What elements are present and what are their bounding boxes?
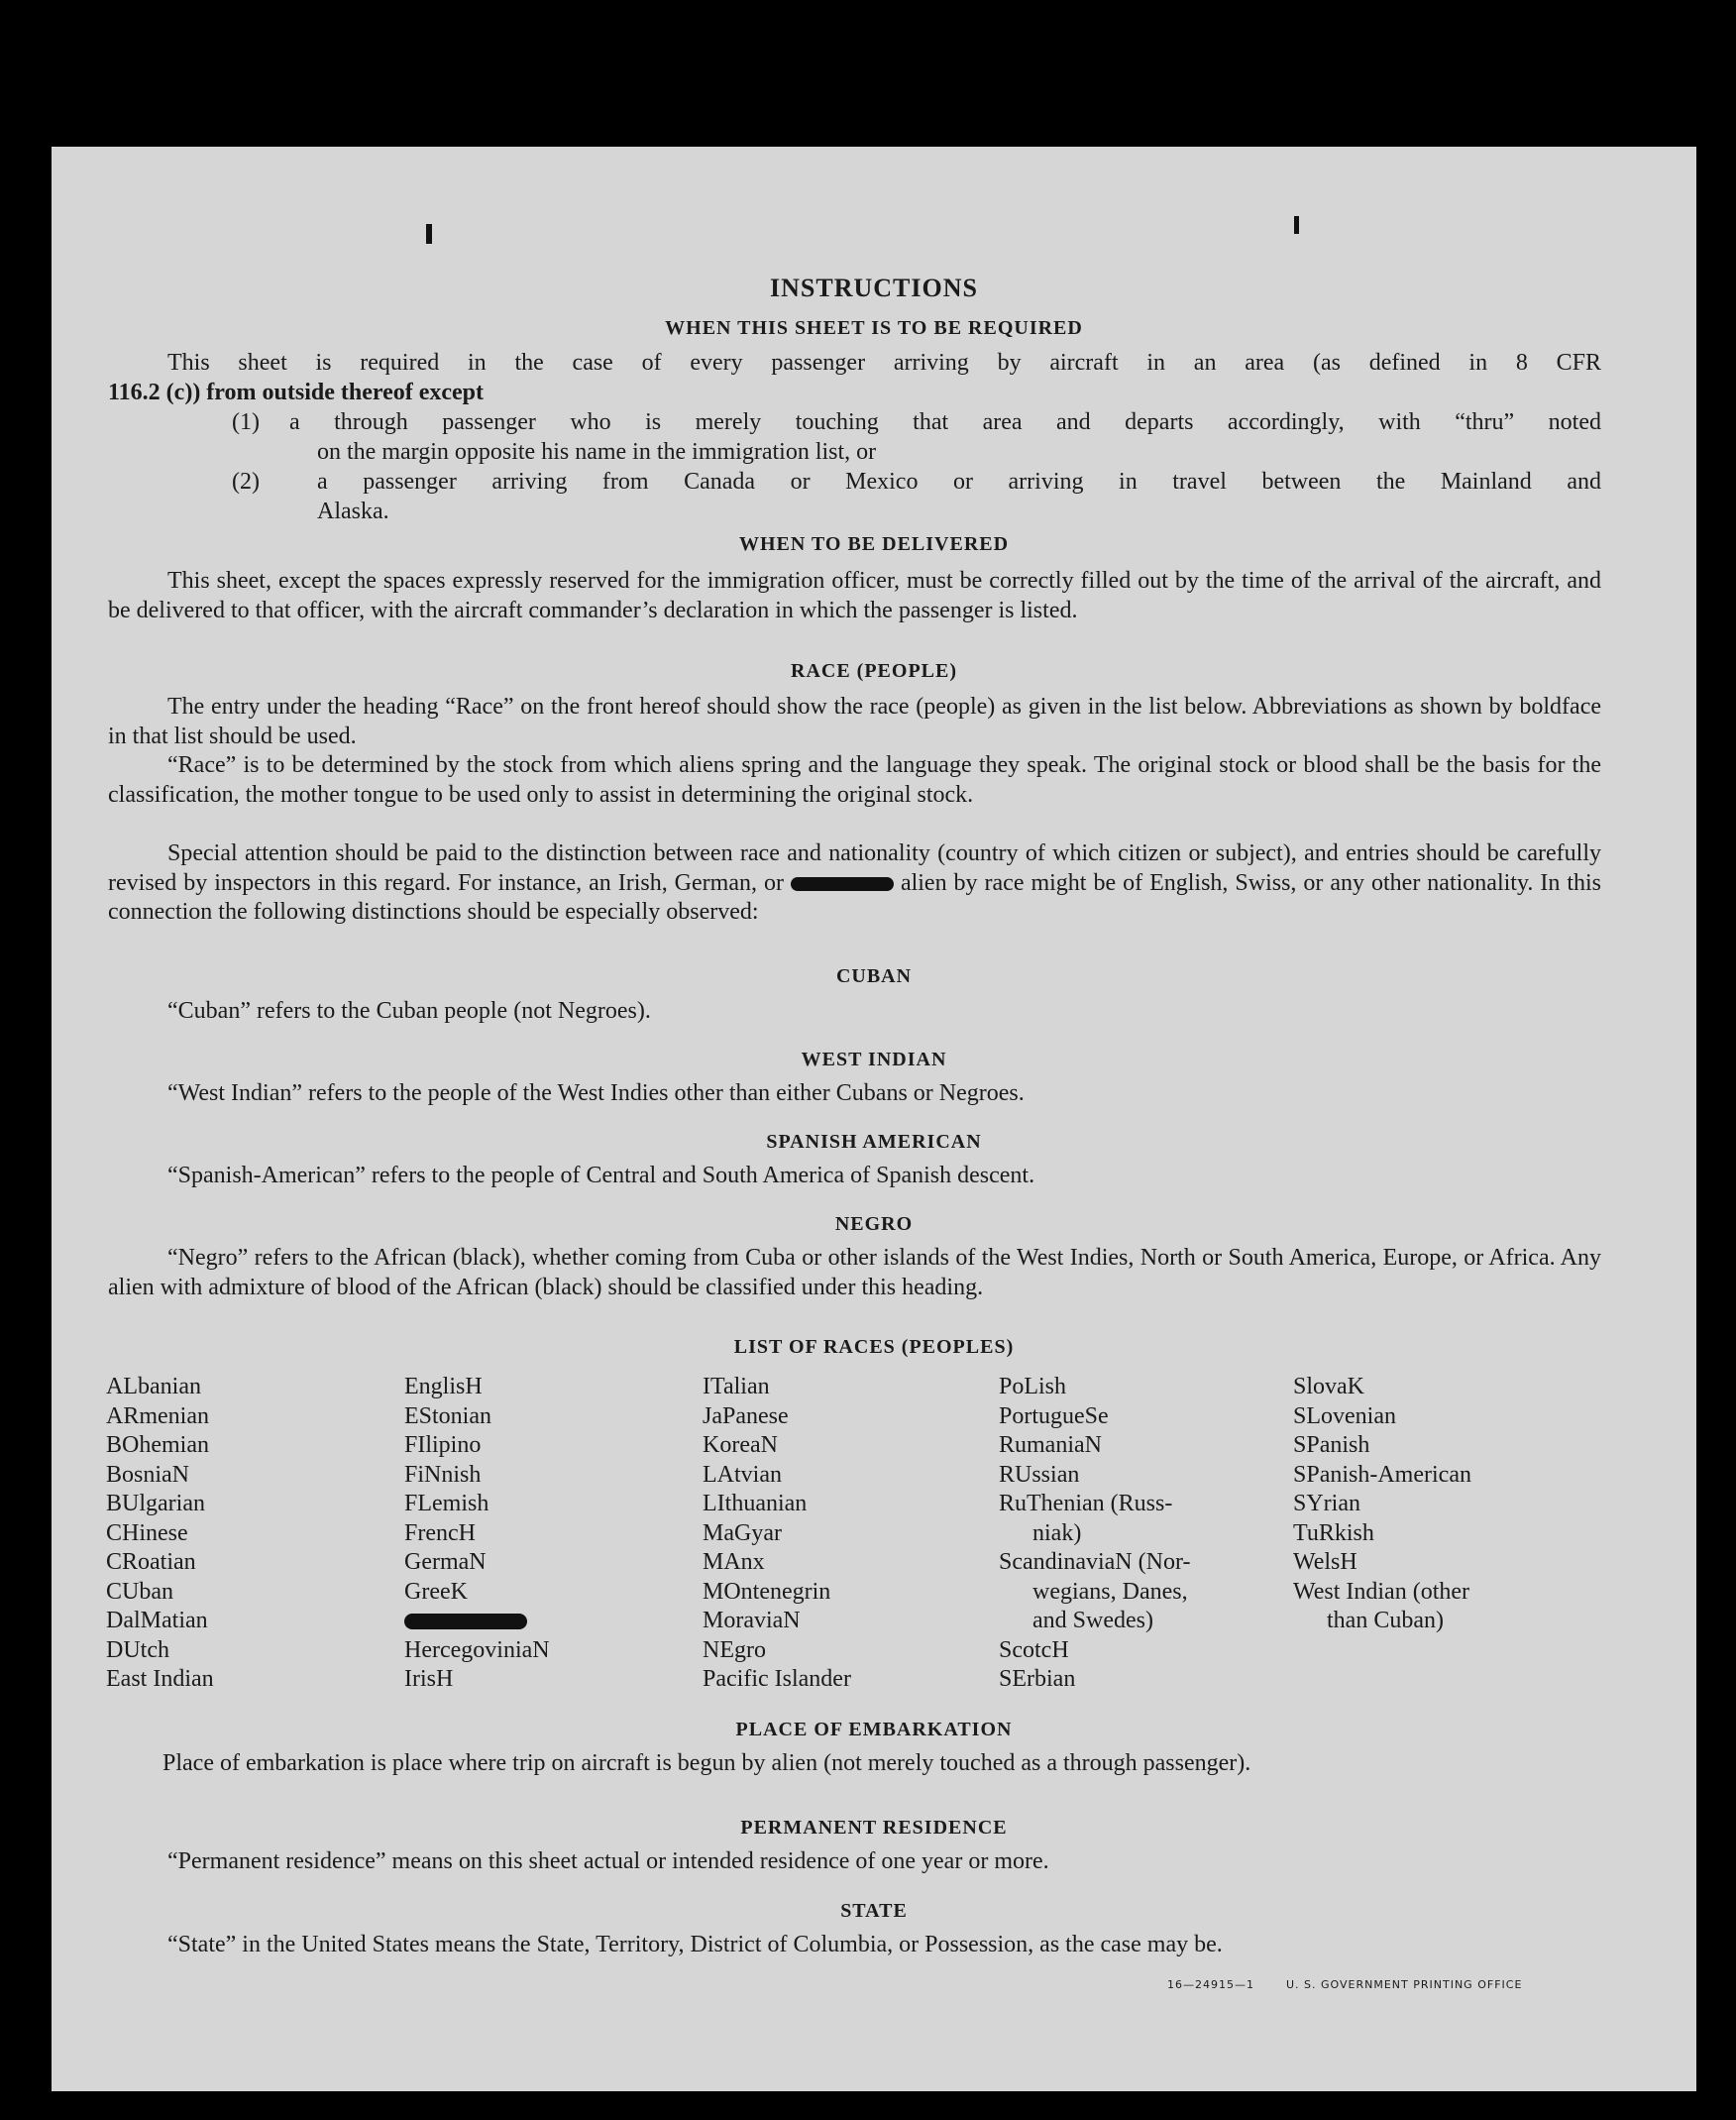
race-item: MoraviaN bbox=[703, 1608, 801, 1633]
state-text: “State” in the United States means the State, Territory, District of Columbia, or Possession, as the case may be. bbox=[167, 1932, 1223, 1957]
race-item: BUlgarian bbox=[106, 1491, 205, 1516]
heading-list-of-races: LIST OF RACES (PEOPLES) bbox=[733, 1336, 1015, 1358]
ink-speck bbox=[426, 224, 432, 244]
redacted-race-item bbox=[404, 1607, 550, 1636]
race-item: MaGyar bbox=[703, 1519, 782, 1546]
item-1-line-1: a through passenger who is merely touching that area and departs accordingly, with “thru” noted bbox=[289, 409, 1601, 435]
race-item: ScandinaviaN (Nor- bbox=[999, 1549, 1191, 1575]
race-item: BOhemian bbox=[106, 1432, 209, 1458]
race-item: SPanish bbox=[1293, 1432, 1370, 1458]
race-item: ARmenian bbox=[106, 1402, 209, 1429]
heading-spanish-american: SPANISH AMERICAN bbox=[766, 1131, 982, 1153]
race-item: MAnx bbox=[703, 1549, 765, 1575]
item-1-number: (1) bbox=[232, 409, 260, 435]
printer-credit: U. S. GOVERNMENT PRINTING OFFICE bbox=[1286, 1978, 1523, 1991]
race-item: DUtch bbox=[106, 1636, 169, 1663]
race-item: EnglisH bbox=[404, 1374, 483, 1399]
race-paragraph-3-text: Special attention should be paid to the distinction between race and nationality (country of which citizen or subject), and entries should be carefully revised by inspectors in this regard. For instance, an Irish, German, or bbox=[108, 840, 1601, 896]
race-item: JaPanese bbox=[703, 1402, 789, 1429]
race-paragraph-3 bbox=[108, 839, 1601, 928]
race-item: CHinese bbox=[106, 1519, 188, 1546]
item-2-line-1: a passenger arriving from Canada or Mexico or arriving in travel between the Mainland and bbox=[317, 469, 1601, 495]
west-indian-text: “West Indian” refers to the people of the West Indies other than either Cubans or Negroes. bbox=[167, 1080, 1025, 1106]
heading-negro: NEGRO bbox=[834, 1213, 914, 1235]
race-item: West Indian (other bbox=[1293, 1578, 1470, 1605]
race-item: ScotcH bbox=[999, 1636, 1069, 1663]
instruction-sheet bbox=[52, 147, 1696, 2091]
heading-permanent-residence: PERMANENT RESIDENCE bbox=[740, 1817, 1008, 1839]
race-item-continued: wegians, Danes, bbox=[1032, 1578, 1188, 1605]
race-item: ITalian bbox=[703, 1374, 770, 1399]
race-item: NEgro bbox=[703, 1636, 766, 1663]
heading-west-indian: WEST INDIAN bbox=[801, 1049, 947, 1070]
required-line-1: This sheet is required in the case of every passenger arriving by aircraft in an area (as defined in 8 CFR bbox=[167, 350, 1601, 376]
race-item: WelsH bbox=[1293, 1549, 1357, 1575]
heading-required: WHEN THIS SHEET IS TO BE REQUIRED bbox=[665, 317, 1083, 339]
race-list-column-4 bbox=[999, 1373, 1190, 1695]
race-item: East Indian bbox=[106, 1666, 214, 1692]
race-list-column-2 bbox=[404, 1373, 550, 1695]
heading-race: RACE (PEOPLE) bbox=[791, 660, 957, 682]
heading-state: STATE bbox=[840, 1900, 908, 1922]
race-item: GreeK bbox=[404, 1578, 468, 1605]
item-2-number: (2) bbox=[232, 469, 260, 495]
item-1-line-2: on the margin opposite his name in the immigration list, or bbox=[317, 439, 877, 465]
race-item: SlovaK bbox=[1293, 1374, 1364, 1399]
race-item: CUban bbox=[106, 1578, 173, 1605]
race-item: Pacific Islander bbox=[703, 1666, 851, 1692]
race-item: PortugueSe bbox=[999, 1402, 1109, 1429]
race-paragraph-2: “Race” is to be determined by the stock from which aliens spring and the language they speak. The original stock or blood shall be the basis for the classification, the mother tongue to be used only to assist in determining the original stock. bbox=[108, 752, 1601, 808]
permanent-residence-text: “Permanent residence” means on this sheet actual or intended residence of one year or more. bbox=[167, 1848, 1049, 1874]
race-item: DalMatian bbox=[106, 1608, 208, 1633]
race-item: HercegoviniaN bbox=[404, 1636, 550, 1663]
form-number: 16—24915—1 bbox=[1167, 1978, 1254, 1991]
race-item: FiNnish bbox=[404, 1461, 482, 1488]
page-title: INSTRUCTIONS bbox=[770, 274, 978, 302]
race-item: MOntenegrin bbox=[703, 1578, 831, 1605]
delivered-text: This sheet, except the spaces expressly reserved for the immigration officer, must be correctly filled out by the time of the arrival of the aircraft, and be delivered to that officer, with the aircraft commander’s declaration in which the passenger is listed. bbox=[108, 568, 1601, 623]
heading-delivered: WHEN TO BE DELIVERED bbox=[738, 533, 1010, 555]
race-item: LIthuanian bbox=[703, 1491, 808, 1516]
race-paragraph-3-tail: alien by race might be of English, Swiss, or any other nationality. In this connection the following distinctions should be especially observed: bbox=[108, 869, 1602, 925]
ink-speck bbox=[1294, 216, 1299, 234]
required-line-2: 116.2 (c)) from outside thereof except bbox=[108, 380, 485, 405]
race-item-continued: than Cuban) bbox=[1327, 1608, 1444, 1633]
race-paragraph-1: The entry under the heading “Race” on the front hereof should show the race (people) as given in the list below. Abbreviations as shown by boldface in that list should be used. bbox=[108, 694, 1601, 749]
race-item: RUssian bbox=[999, 1461, 1080, 1488]
heading-cuban: CUBAN bbox=[835, 965, 913, 987]
embarkation-text: Place of embarkation is place where trip on aircraft is begun by alien (not merely touched as a through passenger). bbox=[163, 1750, 1251, 1776]
race-list-column-1 bbox=[106, 1373, 214, 1695]
race-item: FIlipino bbox=[404, 1432, 482, 1458]
race-item: SLovenian bbox=[1293, 1402, 1396, 1429]
race-item: GermaN bbox=[404, 1549, 487, 1575]
race-item-continued: and Swedes) bbox=[1032, 1608, 1153, 1633]
race-item: SPanish-American bbox=[1293, 1461, 1471, 1488]
redaction-mark bbox=[404, 1614, 527, 1629]
negro-text: “Negro” refers to the African (black), whether coming from Cuba or other islands of the West Indies, North or South America, Europe, or Africa. Any alien with admixture of blood of the African (black) should be classified under this heading. bbox=[108, 1245, 1601, 1300]
race-item: PoLish bbox=[999, 1374, 1067, 1399]
race-item: FLemish bbox=[404, 1491, 489, 1516]
race-item: FrencH bbox=[404, 1519, 476, 1546]
race-item: RumaniaN bbox=[999, 1432, 1102, 1458]
race-item-continued: niak) bbox=[1032, 1519, 1082, 1546]
race-item: ALbanian bbox=[106, 1374, 201, 1399]
race-item: LAtvian bbox=[703, 1461, 782, 1488]
redaction-mark bbox=[791, 877, 894, 891]
race-item: EStonian bbox=[404, 1402, 491, 1429]
heading-embarkation: PLACE OF EMBARKATION bbox=[735, 1719, 1013, 1740]
race-item: CRoatian bbox=[106, 1549, 196, 1575]
race-item: KoreaN bbox=[703, 1432, 778, 1458]
race-item: SErbian bbox=[999, 1666, 1076, 1692]
race-list-column-5 bbox=[1293, 1373, 1471, 1636]
race-list-column-3 bbox=[703, 1373, 851, 1695]
item-2-line-2: Alaska. bbox=[317, 499, 389, 524]
race-item: SYrian bbox=[1293, 1491, 1360, 1516]
race-item: RuThenian (Russ- bbox=[999, 1491, 1173, 1516]
race-item: IrisH bbox=[404, 1666, 454, 1692]
race-item: BosniaN bbox=[106, 1461, 189, 1488]
spanish-american-text: “Spanish-American” refers to the people of Central and South America of Spanish descent. bbox=[167, 1163, 1035, 1188]
race-item: TuRkish bbox=[1293, 1519, 1374, 1546]
cuban-text: “Cuban” refers to the Cuban people (not Negroes). bbox=[167, 998, 651, 1024]
